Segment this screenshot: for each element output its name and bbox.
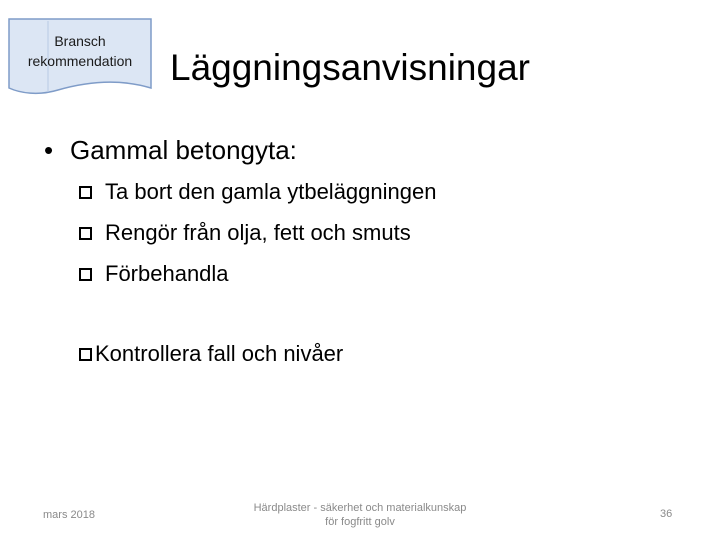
badge-label (8, 31, 152, 71)
checkbox-icon (79, 348, 92, 361)
sub-item (79, 218, 411, 248)
page-number: 36 (660, 508, 673, 520)
footer-title-line-1: Härdplaster - säkerhet och materialkunskap (253, 502, 467, 514)
footer-date: mars 2018 (43, 509, 95, 521)
main-bullet (44, 132, 297, 168)
sub-item (79, 177, 436, 207)
main-bullet-text: Gammal betongyta: (70, 135, 297, 165)
checkbox-icon (79, 186, 92, 199)
sub-item-extra-text: Kontrollera fall och nivåer (95, 341, 344, 366)
badge-line-1: Bransch (54, 33, 106, 49)
footer-title (230, 501, 490, 529)
footer-title-line-2: för fogfritt golv (325, 516, 395, 528)
slide-title: Läggningsanvisningar (170, 47, 530, 88)
sub-item-text: Förbehandla (105, 261, 229, 286)
checkbox-icon (79, 227, 92, 240)
badge-line-2: rekommendation (27, 53, 133, 69)
sub-item-text: Rengör från olja, fett och smuts (105, 220, 411, 245)
checkbox-icon (79, 268, 92, 281)
sub-item-extra (79, 339, 343, 369)
document-badge (8, 18, 152, 96)
sub-item (79, 259, 229, 289)
sub-item-text: Ta bort den gamla ytbeläggningen (105, 179, 437, 204)
bullet-marker: • (44, 135, 54, 165)
